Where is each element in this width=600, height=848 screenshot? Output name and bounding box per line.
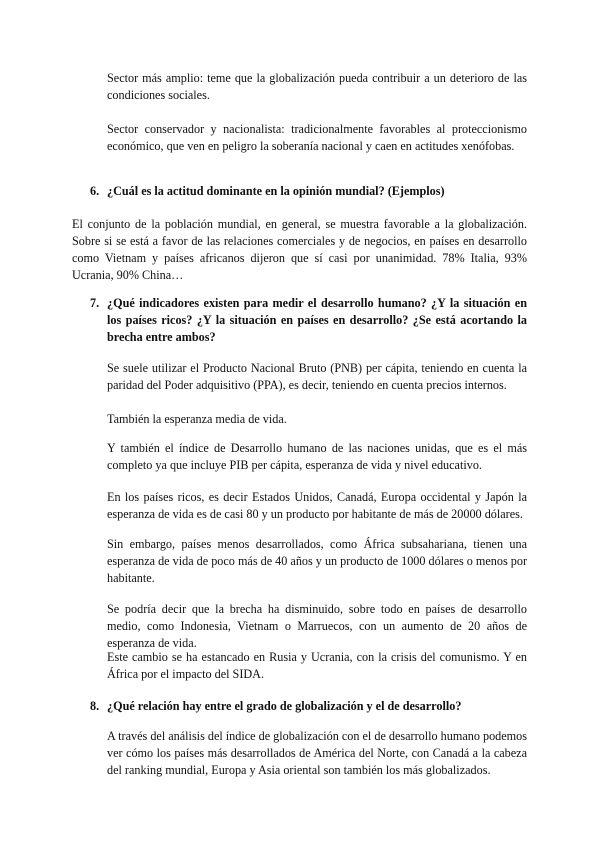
question-8-number: 8. bbox=[90, 699, 100, 713]
answer-7-idh: Y también el índice de Desarrollo humano de las naciones unidas, que es el más completo ya que incluye PIB per cápita, esperanza de vida y nivel educativo. bbox=[107, 441, 527, 472]
answer-7-paises-ricos: En los países ricos, es decir Estados Unidos, Canadá, Europa occidental y Japón la esperanza de vida es de casi 80 y un producto por habitante de más de 20000 dólares. bbox=[107, 490, 527, 521]
paragraph-sector-conservador: Sector conservador y nacionalista: tradicionalmente favorables al proteccionismo económico, que ven en peligro la soberanía nacional y caen en actitudes xenófobas. bbox=[107, 122, 527, 153]
answer-6: El conjunto de la población mundial, en general, se muestra favorable a la globalización. Sobre si se está a favor de las relaciones comerciales y de negocios, en países en desarrollo como Vietnam y países africanos dijeron que sí casi por unanimidad. 78% Italia, 93% Ucrania, 90% China… bbox=[72, 217, 527, 282]
question-6-number: 6. bbox=[90, 184, 100, 198]
question-7-number: 7. bbox=[90, 296, 100, 310]
answer-7-brecha: Se podría decir que la brecha ha disminuido, sobre todo en países de desarrollo medio, como Indonesia, Vietnam o Marruecos, con un aumento de 20 años de esperanza de vida. bbox=[107, 602, 527, 650]
question-7-text: ¿Qué indicadores existen para medir el desarrollo humano? ¿Y la situación en los países ricos? ¿Y la situación en países en desarrollo? ¿Se está acortando la brecha entre ambos? bbox=[107, 296, 527, 344]
answer-7-esperanza: También la esperanza media de vida. bbox=[107, 412, 287, 426]
answer-7-menos-desarrollados: Sin embargo, países menos desarrollados, como África subsahariana, tienen una esperanza de vida de poco más de 40 años y un producto de 1000 dólares o menos por habitante. bbox=[107, 537, 528, 585]
question-8-text: ¿Qué relación hay entre el grado de globalización y el de desarrollo? bbox=[107, 699, 462, 713]
paragraph-sector-amplio: Sector más amplio: teme que la globalización pueda contribuir a un deterioro de las condiciones sociales. bbox=[107, 71, 527, 102]
question-6-text: ¿Cuál es la actitud dominante en la opinión mundial? (Ejemplos) bbox=[107, 184, 445, 198]
answer-8: A través del análisis del índice de globalización con el de desarrollo humano podemos ver cómo los países más desarrollados de América del Norte, con Canadá a la cabeza del ranking mundial, Europa y Asia oriental son también los más globalizados. bbox=[107, 729, 528, 777]
answer-7-estancado: Este cambio se ha estancado en Rusia y Ucrania, con la crisis del comunismo. Y en África por el impacto del SIDA. bbox=[107, 650, 527, 681]
answer-7-pnb: Se suele utilizar el Producto Nacional Bruto (PNB) per cápita, teniendo en cuenta la paridad del Poder adquisitivo (PPA), es decir, teniendo en cuenta precios internos. bbox=[107, 361, 527, 392]
